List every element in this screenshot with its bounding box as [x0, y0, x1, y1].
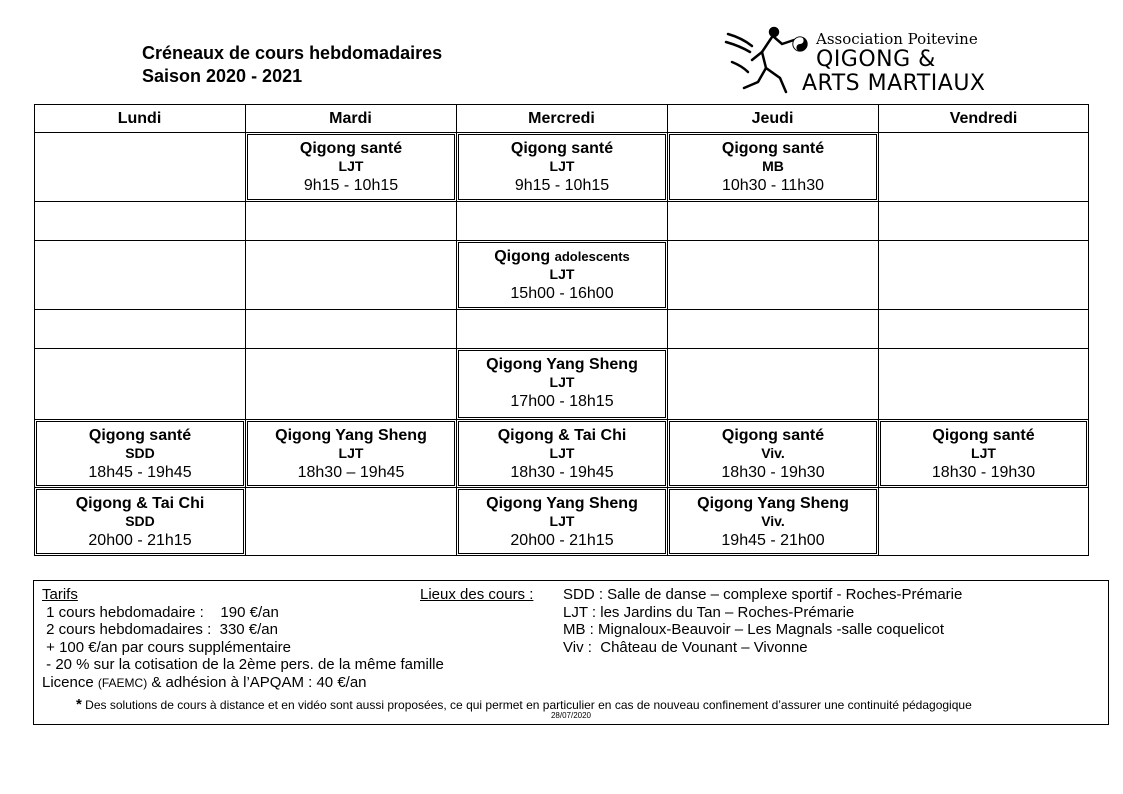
class-name: Qigong Yang Sheng — [275, 427, 427, 444]
class-time: 9h15 - 10h15 — [303, 177, 399, 194]
day-header-mardi: Mardi — [329, 110, 372, 127]
footnote-star: * — [76, 696, 82, 713]
class-name: Qigong santé — [721, 427, 825, 444]
class-slot — [667, 132, 879, 202]
class-slot — [456, 487, 668, 556]
day-header-jeudi: Jeudi — [751, 110, 794, 127]
lieu-item: SDD : Salle de danse – complexe sportif - Roches-Prémarie — [563, 586, 963, 603]
class-time: 18h30 - 19h45 — [510, 464, 614, 481]
class-slot — [34, 487, 246, 556]
class-place: LJT — [549, 374, 575, 390]
logo-line-2: QIGONG & — [816, 47, 936, 72]
class-name-main: Qigong — [494, 248, 551, 265]
class-name: Qigong santé — [299, 140, 403, 157]
day-header-mercredi: Mercredi — [528, 110, 595, 127]
class-time: 15h00 - 16h00 — [510, 285, 614, 302]
class-name: Qigong & Tai Chi — [75, 495, 205, 512]
class-name: Qigong santé — [510, 140, 614, 157]
day-header-lundi: Lundi — [117, 110, 162, 127]
tarif-line: 2 cours hebdomadaires : 330 €/an — [42, 621, 278, 638]
tarif-line: + 100 €/an par cours supplémentaire — [42, 638, 291, 656]
class-name: Qigong Yang Sheng — [486, 356, 638, 373]
class-time: 18h45 - 19h45 — [88, 464, 192, 481]
logo-line-3: ARTS MARTIAUX — [802, 71, 986, 96]
schedule-table — [34, 104, 1089, 556]
licence-line — [42, 674, 444, 693]
class-place: SDD — [125, 513, 155, 529]
class-slot — [878, 419, 1089, 488]
class-slot — [34, 419, 246, 488]
yin-yang-icon — [792, 36, 808, 52]
class-time: 10h30 - 11h30 — [721, 177, 824, 194]
document-date: 28/07/2020 — [550, 711, 592, 720]
class-slot — [456, 132, 668, 202]
class-slot — [456, 419, 668, 488]
association-logo — [722, 22, 1022, 98]
class-place: LJT — [338, 158, 364, 174]
class-name-suffix: adolescents — [554, 249, 630, 264]
class-place: Viv. — [761, 513, 785, 529]
licence-price: & adhésion à l’APQAM : 40 €/an — [147, 673, 367, 691]
class-name: Qigong Yang Sheng — [486, 495, 638, 512]
class-time: 18h30 – 19h45 — [297, 464, 405, 481]
class-time: 18h30 - 19h30 — [721, 464, 825, 481]
tarifs-title: Tarifs — [42, 586, 78, 603]
class-place: SDD — [125, 445, 155, 461]
lieu-item: MB : Mignaloux-Beauvoir – Les Magnals -salle coquelicot — [563, 621, 945, 638]
class-place: LJT — [549, 445, 575, 461]
licence-federation: (FAEMC) — [97, 675, 148, 690]
licence-text: Licence — [42, 673, 98, 691]
class-name: Qigong Yang Sheng — [697, 495, 849, 512]
class-name: Qigong santé — [721, 140, 825, 157]
class-slot — [667, 487, 879, 556]
page-title — [142, 42, 442, 88]
logo-line-1: Association Poitevine — [816, 30, 978, 48]
lieu-item: Viv : Château de Vounant – Vivonne — [563, 638, 808, 656]
tarifs-section — [42, 586, 444, 692]
lieux-title — [420, 586, 533, 604]
footnote-text: Des solutions de cours à distance et en vidéo sont aussi proposées, ce qui permet en particulier en cas de nouveau confinement d’assurer une continuité pédagogique — [81, 698, 972, 712]
martial-artist-figure-icon — [722, 22, 812, 98]
class-slot — [456, 240, 668, 310]
class-slot — [667, 419, 879, 488]
class-time: 19h45 - 21h00 — [721, 532, 825, 549]
class-name: Qigong & Tai Chi — [497, 427, 627, 444]
class-slot — [456, 348, 668, 420]
class-place: LJT — [338, 445, 364, 461]
class-time: 20h00 - 21h15 — [510, 532, 614, 549]
class-name: Qigong santé — [932, 427, 1035, 444]
class-time: 9h15 - 10h15 — [514, 177, 610, 194]
class-place: LJT — [971, 445, 996, 461]
class-name: Qigong santé — [88, 427, 192, 444]
class-place: LJT — [549, 158, 575, 174]
class-slot — [245, 419, 457, 488]
class-place: LJT — [549, 266, 575, 282]
title-line-2: Saison 2020 - 2021 — [142, 66, 303, 86]
title-line-1: Créneaux de cours hebdomadaires — [142, 43, 443, 63]
lieux-list — [563, 586, 962, 656]
lieux-title-text: Lieux des cours : — [420, 586, 534, 603]
class-slot — [245, 132, 457, 202]
day-header-vendredi: Vendredi — [949, 110, 1018, 127]
class-place: LJT — [549, 513, 575, 529]
info-box — [33, 580, 1109, 725]
lieu-item: LJT : les Jardins du Tan – Roches-Prémarie — [563, 603, 855, 621]
class-place: Viv. — [761, 445, 785, 461]
class-time: 20h00 - 21h15 — [88, 532, 192, 549]
class-place: MB — [762, 158, 784, 174]
tarif-line: 1 cours hebdomadaire : 190 €/an — [42, 603, 279, 621]
class-name — [459, 247, 665, 266]
class-time: 18h30 - 19h30 — [931, 464, 1036, 481]
class-time: 17h00 - 18h15 — [510, 393, 614, 410]
tarif-line: - 20 % sur la cotisation de la 2ème pers. de la même famille — [42, 656, 444, 673]
